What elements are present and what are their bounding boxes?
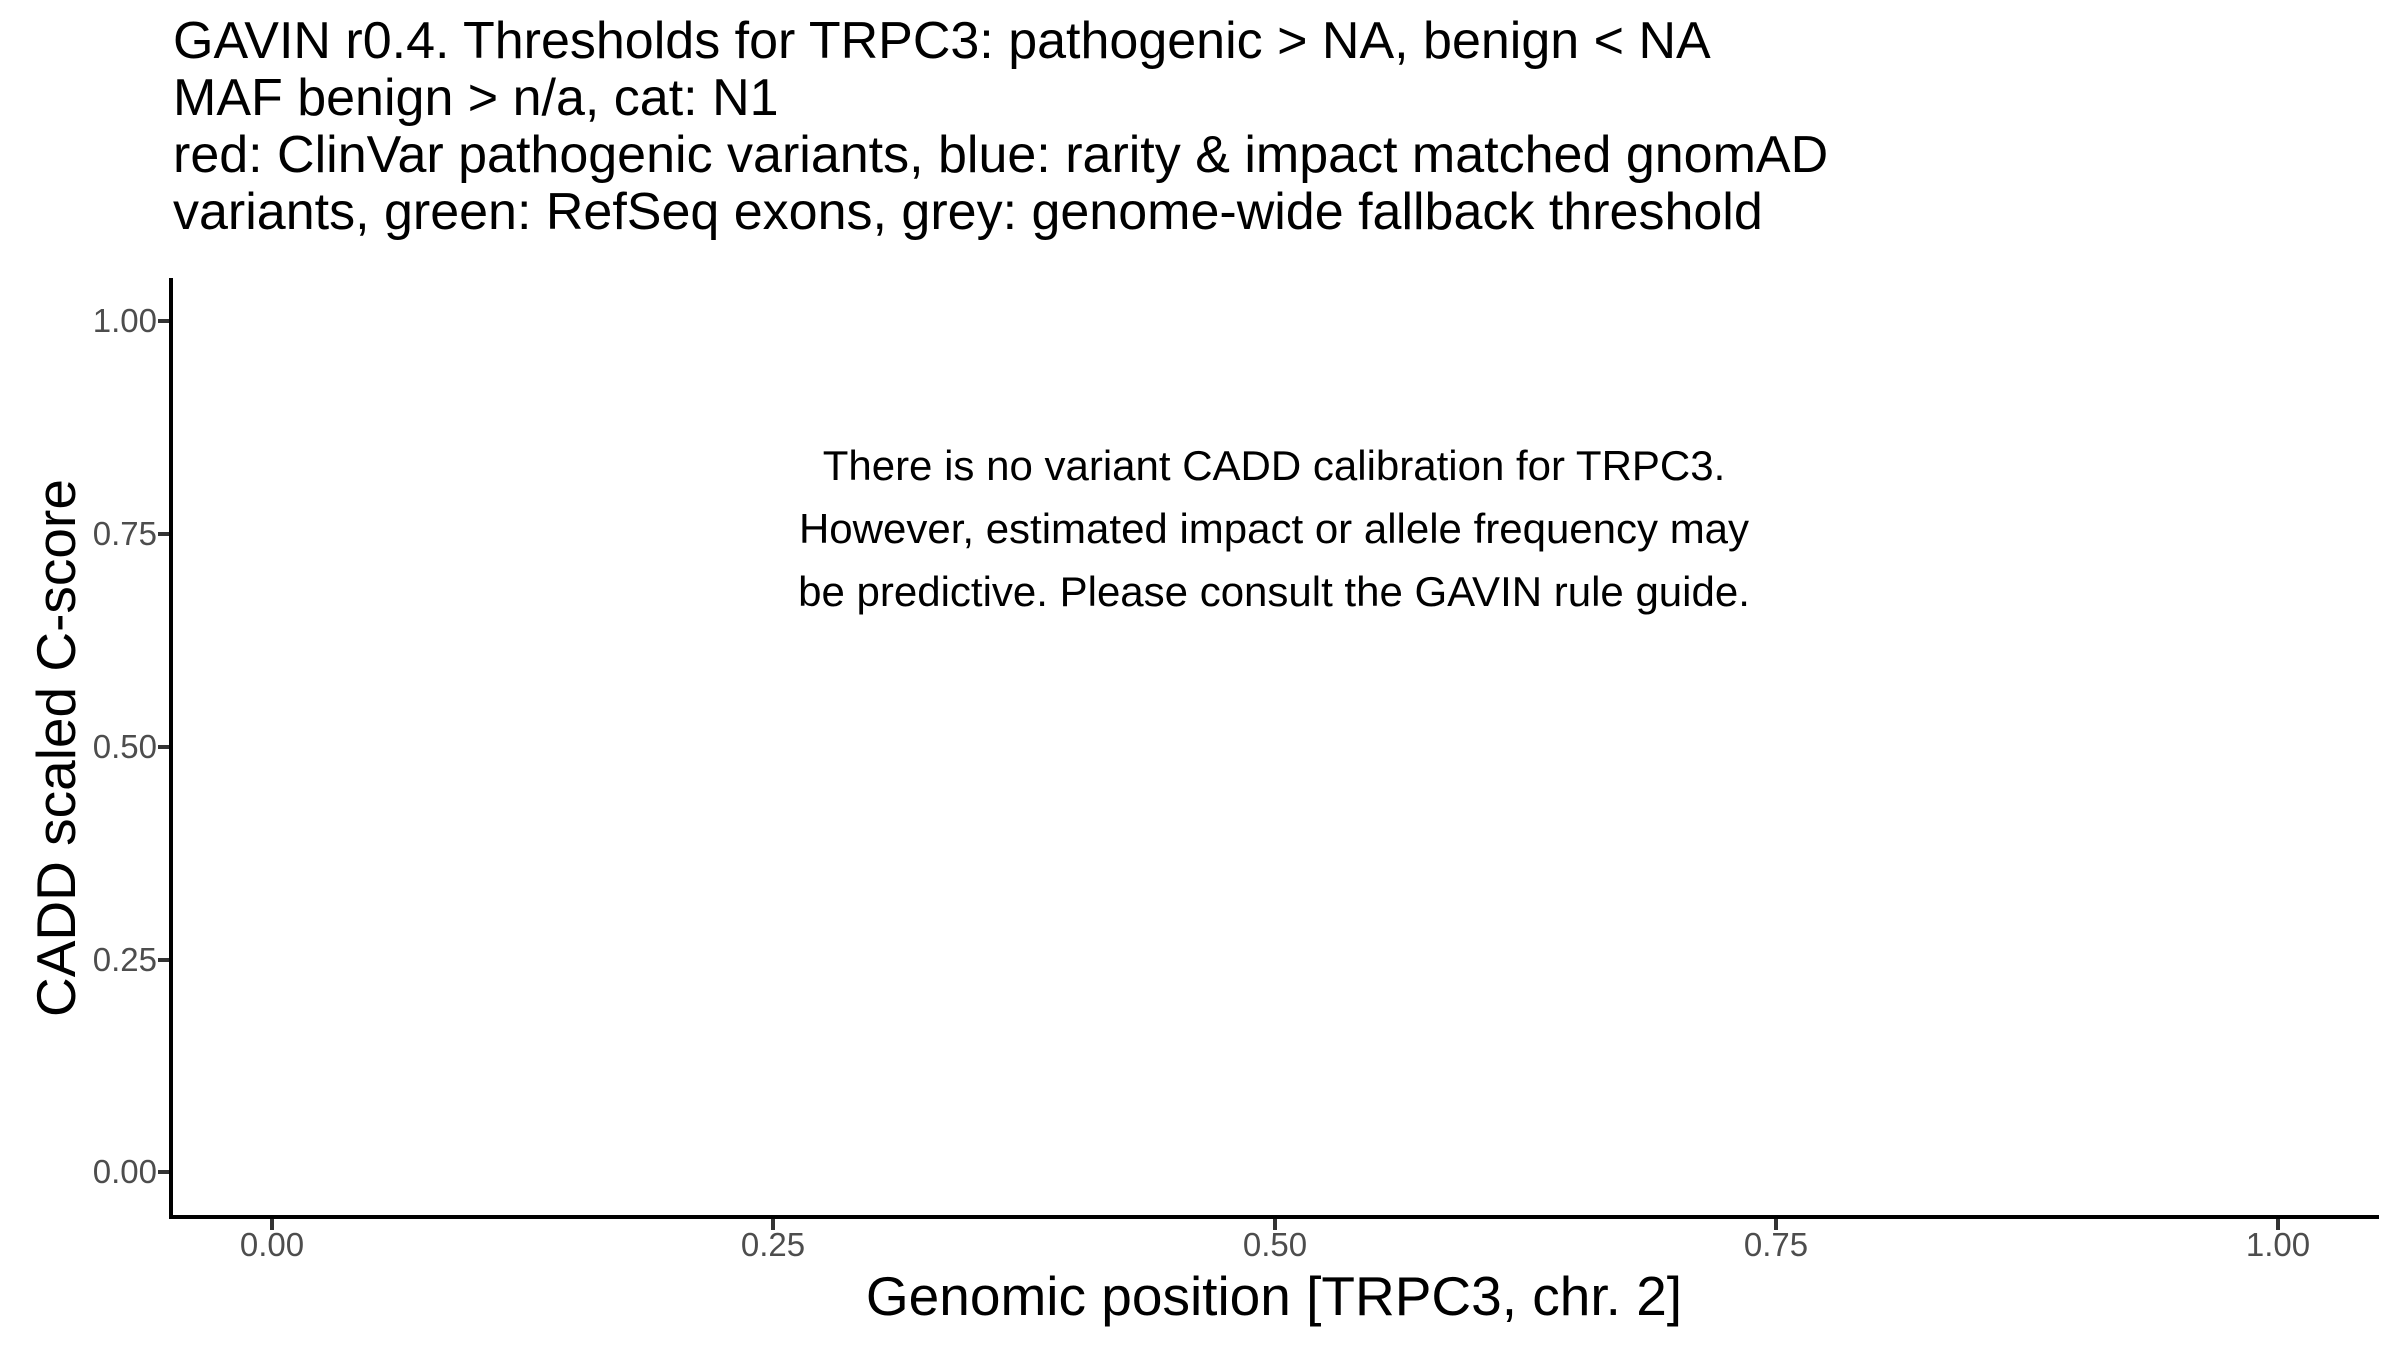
y-tick-mark	[158, 1170, 169, 1174]
x-tick-label: 0.50	[1242, 1226, 1308, 1263]
y-tick-mark	[158, 745, 169, 749]
y-tick-mark	[158, 532, 169, 536]
x-axis-title: Genomic position [TRPC3, chr. 2]	[865, 1265, 1683, 1327]
plot-title-line-2: MAF benign > n/a, cat: N1	[173, 69, 779, 127]
message-line-3: be predictive. Please consult the GAVIN rule guide.	[798, 568, 1750, 615]
y-tick-label: 0.00	[92, 1153, 157, 1190]
x-tick-label: 0.75	[1743, 1226, 1809, 1263]
y-axis-title: CADD scaled C-score	[25, 479, 87, 1018]
x-tick-label: 0.25	[740, 1226, 806, 1263]
y-tick-label: 0.50	[92, 728, 157, 765]
no-calibration-message	[169, 434, 2379, 623]
x-tick-label: 1.00	[2245, 1226, 2311, 1263]
y-tick-label: 0.75	[92, 515, 157, 552]
y-tick-label: 0.25	[92, 941, 157, 978]
message-line-2: However, estimated impact or allele frequency may	[798, 505, 1750, 552]
plot-title-line-3: red: ClinVar pathogenic variants, blue: rarity & impact matched gnomAD	[173, 126, 1829, 184]
y-tick-mark	[158, 958, 169, 962]
x-tick-label: 0.00	[239, 1226, 305, 1263]
plot-title-line-1: GAVIN r0.4. Thresholds for TRPC3: pathogenic > NA, benign < NA	[173, 12, 1711, 70]
y-tick-label: 1.00	[92, 302, 157, 339]
plot-title-line-4: variants, green: RefSeq exons, grey: genome-wide fallback threshold	[173, 183, 1763, 241]
y-axis-line	[169, 278, 173, 1219]
plot-title	[173, 13, 1828, 241]
message-line-1: There is no variant CADD calibration for TRPC3.	[822, 442, 1726, 489]
y-tick-mark	[158, 319, 169, 323]
